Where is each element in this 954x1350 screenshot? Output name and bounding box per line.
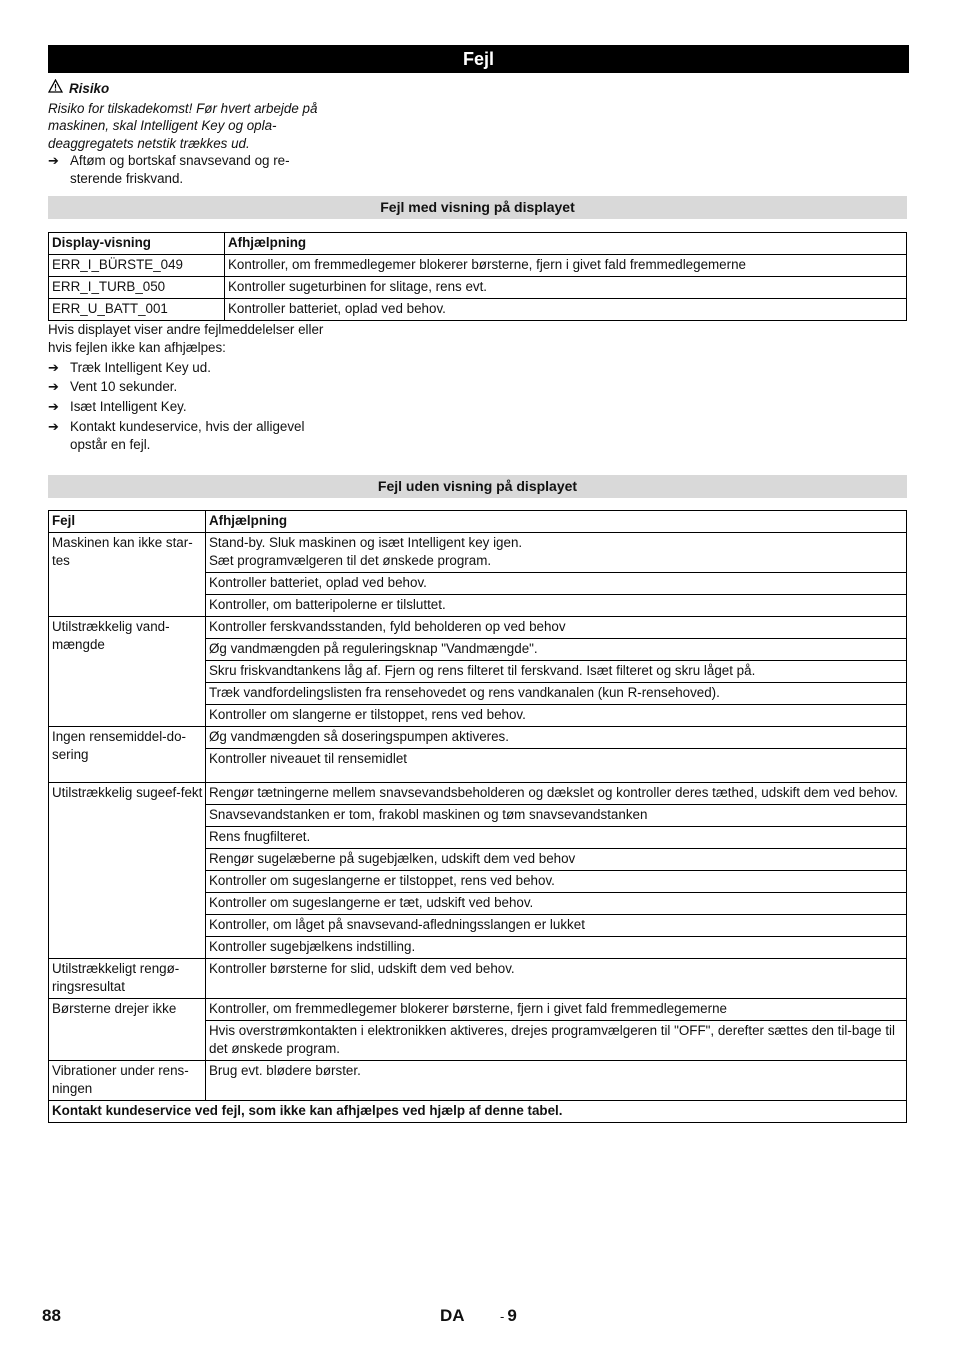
error-code-cell: ERR_I_TURB_050 bbox=[49, 277, 225, 299]
step-text: Vent 10 sekunder. bbox=[70, 379, 178, 395]
remedy-cell: Kontroller, om låget på snavsevand-afledningsslangen er lukket bbox=[206, 915, 907, 937]
warning-triangle-icon bbox=[48, 79, 63, 98]
remedy-cell: Hvis overstrømkontakten i elektronikken aktiveres, drejes programvælgeren til "OFF", derefter sættes den til-bage til det ønskede program. bbox=[206, 1021, 907, 1061]
non-display-error-table bbox=[48, 510, 907, 1123]
remedy-cell: Kontroller, om fremmedlegemer blokerer børsterne, fjern i givet fald fremmedlegemerne bbox=[225, 255, 907, 277]
table-row bbox=[49, 783, 907, 805]
fault-cell: Børsterne drejer ikke bbox=[49, 999, 206, 1061]
table-row bbox=[49, 1061, 907, 1101]
fallback-instructions bbox=[48, 321, 338, 454]
column-header: Afhjælpning bbox=[225, 233, 907, 255]
remedy-cell: Stand-by. Sluk maskinen og isæt Intelligent key igen. Sæt programvælgeren til det ønskede program. bbox=[206, 533, 907, 573]
remedy-cell: Kontroller ferskvandsstanden, fyld beholderen op ved behov bbox=[206, 617, 907, 639]
arrow-right-icon: ➔ bbox=[48, 379, 59, 395]
table-footer-note: Kontakt kundeservice ved fejl, som ikke kan afhjælpes ved hjælp af denne tabel. bbox=[49, 1101, 907, 1123]
table-row bbox=[49, 727, 907, 749]
error-code-cell: ERR_U_BATT_001 bbox=[49, 299, 225, 321]
remedy-cell: Skru friskvandtankens låg af. Fjern og rens filteret til ferskvand. Isæt filteret og skru låget på. bbox=[206, 661, 907, 683]
fault-cell: Utilstrækkelig sugeef-fekt bbox=[49, 783, 206, 959]
warning-action-text: Aftøm og bortskaf snavsevand og re-sterende friskvand. bbox=[70, 153, 290, 186]
table-row bbox=[49, 999, 907, 1021]
remedy-cell: Kontroller, om batteripolerne er tilsluttet. bbox=[206, 595, 907, 617]
list-item bbox=[48, 418, 338, 454]
fault-cell: Utilstrækkelig vand-mængde bbox=[49, 617, 206, 727]
remedy-cell: Kontroller batteriet, oplad ved behov. bbox=[225, 299, 907, 321]
remedy-cell: Kontroller sugeturbinen for slitage, rens evt. bbox=[225, 277, 907, 299]
table-header-row bbox=[49, 511, 907, 533]
remedy-cell: Rengør tætningerne mellem snavsevandsbeholderen og dækslet og kontroller deres tæthed, udskift dem ved behov. bbox=[206, 783, 907, 805]
remedy-cell: Kontroller om sugeslangerne er tæt, udskift ved behov. bbox=[206, 893, 907, 915]
language-code: DA bbox=[440, 1306, 465, 1325]
column-header: Display-visning bbox=[49, 233, 225, 255]
step-text: Isæt Intelligent Key. bbox=[70, 399, 187, 415]
table-row bbox=[49, 299, 907, 321]
section-page-number: - 9 bbox=[500, 1306, 517, 1325]
remedy-cell: Kontroller om slangerne er tilstoppet, rens ved behov. bbox=[206, 705, 907, 727]
table-row bbox=[49, 959, 907, 999]
remedy-cell: Snavsevandstanken er tom, frakobl maskinen og tøm snavsevandstanken bbox=[206, 805, 907, 827]
table-header-row bbox=[49, 233, 907, 255]
remedy-cell: Rens fnugfilteret. bbox=[206, 827, 907, 849]
remedy-cell: Kontroller om sugeslangerne er tilstoppet, rens ved behov. bbox=[206, 871, 907, 893]
table-footer-row bbox=[49, 1101, 907, 1123]
remedy-cell: Kontroller batteriet, oplad ved behov. bbox=[206, 573, 907, 595]
remedy-cell: Rengør sugelæberne på sugebjælken, udskift dem ved behov bbox=[206, 849, 907, 871]
column-header: Fejl bbox=[49, 511, 206, 533]
remedy-cell: Kontroller niveauet til rensemidlet bbox=[206, 749, 907, 783]
remedy-cell: Øg vandmængden så doseringspumpen aktiveres. bbox=[206, 727, 907, 749]
remedy-cell: Brug evt. blødere børster. bbox=[206, 1061, 907, 1101]
section-page-value: 9 bbox=[507, 1306, 517, 1325]
arrow-right-icon: ➔ bbox=[48, 399, 59, 415]
table-row bbox=[49, 255, 907, 277]
remedy-cell: Kontroller, om fremmedlegemer blokerer børsterne, fjern i givet fald fremmedlegemerne bbox=[206, 999, 907, 1021]
column-header: Afhjælpning bbox=[206, 511, 907, 533]
list-item bbox=[48, 359, 338, 377]
remedy-cell: Kontroller børsterne for slid, udskift dem ved behov. bbox=[206, 959, 907, 999]
warning-block bbox=[48, 79, 338, 188]
fallback-intro: Hvis displayet viser andre fejlmeddelelser eller hvis fejlen ikke kan afhjælpes: bbox=[48, 322, 324, 355]
arrow-right-icon: ➔ bbox=[48, 359, 59, 375]
section-heading-display-errors: Fejl med visning på displayet bbox=[48, 196, 907, 219]
list-item bbox=[48, 398, 338, 416]
page-title: Fejl bbox=[48, 45, 909, 73]
warning-heading-row bbox=[48, 79, 338, 98]
table-row bbox=[49, 277, 907, 299]
table-row bbox=[49, 617, 907, 639]
fault-cell: Utilstrækkeligt rengø-ringsresultat bbox=[49, 959, 206, 999]
remedy-cell: Træk vandfordelingslisten fra rensehovedet og rens vandkanalen (kun R-rensehoved). bbox=[206, 683, 907, 705]
remedy-cell: Kontroller sugebjælkens indstilling. bbox=[206, 937, 907, 959]
arrow-right-icon: ➔ bbox=[48, 418, 59, 434]
warning-action bbox=[48, 152, 338, 187]
step-text: Træk Intelligent Key ud. bbox=[70, 359, 211, 375]
error-code-cell: ERR_I_BÜRSTE_049 bbox=[49, 255, 225, 277]
fault-cell: Maskinen kan ikke star-tes bbox=[49, 533, 206, 617]
display-error-table bbox=[48, 232, 907, 321]
fault-cell: Vibrationer under rens-ningen bbox=[49, 1061, 206, 1101]
warning-text: Risiko for tilskadekomst! Før hvert arbejde på maskinen, skal Intelligent Key og opla-deaggregatets netstik trækkes ud. bbox=[48, 100, 318, 151]
remedy-cell: Øg vandmængden på reguleringsknap "Vandmængde". bbox=[206, 639, 907, 661]
page-number: 88 bbox=[42, 1306, 61, 1325]
list-item bbox=[48, 378, 338, 396]
arrow-right-icon: ➔ bbox=[48, 153, 59, 169]
table-row bbox=[49, 533, 907, 573]
step-text: Kontakt kundeservice, hvis der alligevel opstår en fejl. bbox=[70, 418, 305, 452]
warning-heading: Risiko bbox=[69, 80, 110, 96]
fault-cell: Ingen rensemiddel-do-sering bbox=[49, 727, 206, 783]
section-heading-non-display-errors: Fejl uden visning på displayet bbox=[48, 475, 907, 498]
